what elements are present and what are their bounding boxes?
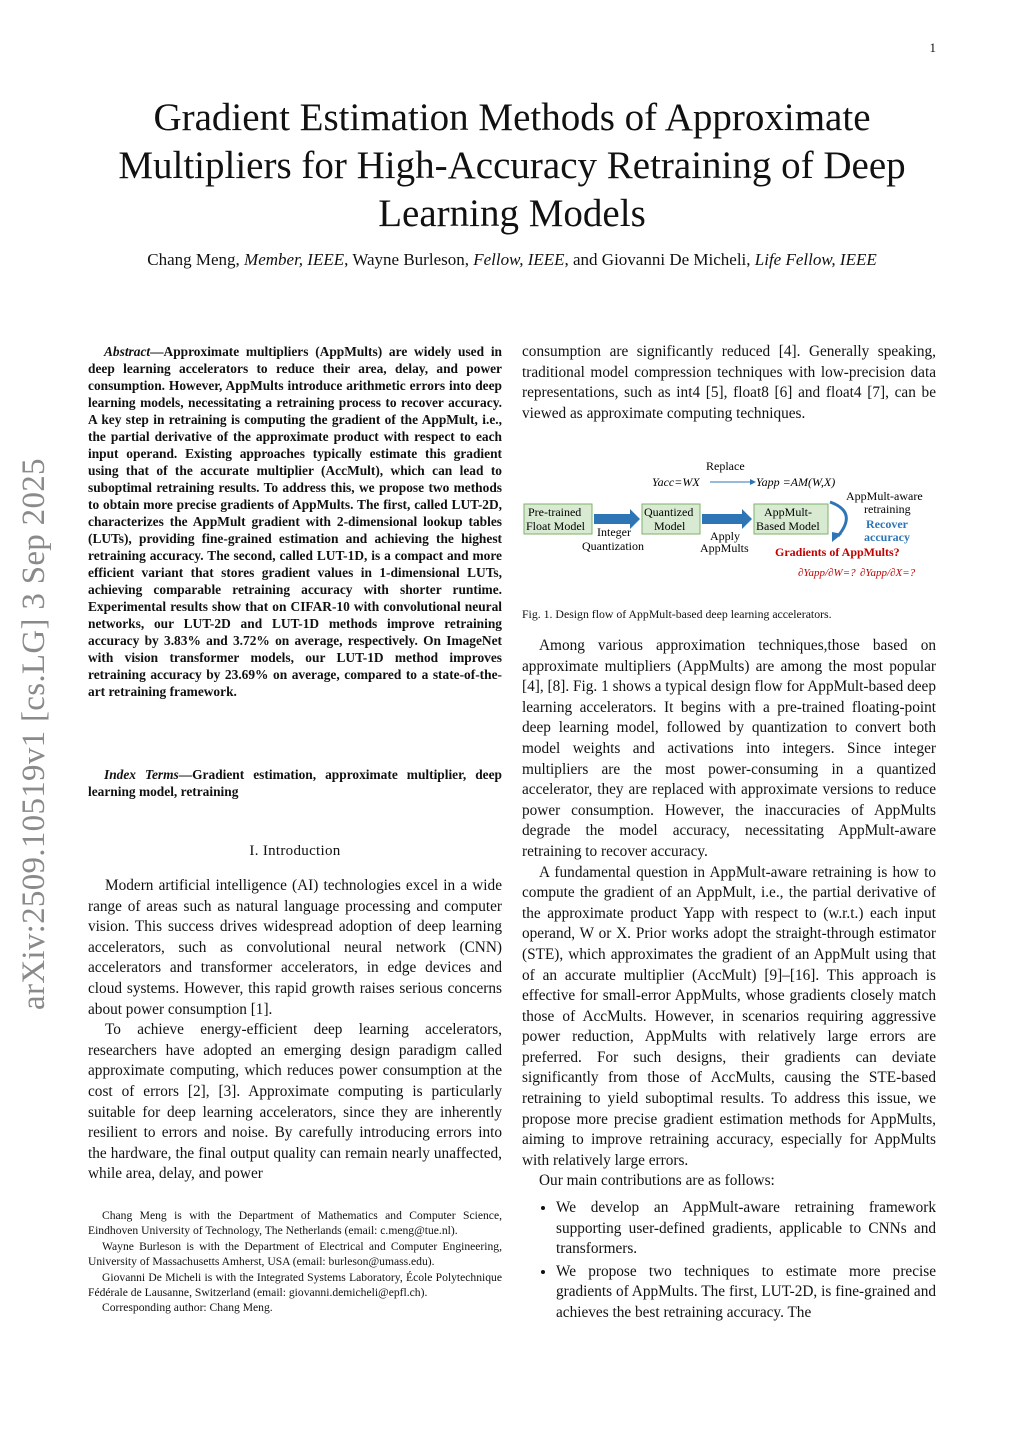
title-line: Gradient Estimation Methods of Approximate xyxy=(153,96,871,139)
paragraph: consumption are significantly reduced [4]. Generally speaking, traditional model compression techniques with low-precision data representations, such as int4 [5], float8 [6] and float4 [7], can be viewed as approximate computing techniques. xyxy=(522,343,936,422)
paragraph: To achieve energy-efficient deep learning accelerators, researchers have adopted an emerging design paradigm called approximate computing, which reduces power consumption at the cost of errors [2], [3]. Approximate computing is particularly suitable for deep learning accelerators, since they are inherently resilient to errors and noise. By carefully introducing errors into the hardware, the final output quality can remain nearly unaffected, while area, delay, and power xyxy=(88,1021,502,1183)
replace-label: Replace xyxy=(706,459,745,473)
author-name: Chang Meng, xyxy=(147,250,240,269)
design-flow-figure xyxy=(520,456,940,596)
figure-caption: Fig. 1. Design flow of AppMult-based deep learning accelerators. xyxy=(522,607,832,621)
index-terms-text: —Gradient estimation, approximate multiplier, deep learning model, retraining xyxy=(88,767,502,799)
flow-arrow xyxy=(702,509,752,529)
paragraph: Among various approximation techniques,those based on approximate multipliers (AppMults) are among the most popular [4], [8]. Fig. 1 shows a typical design flow for AppMult-based deep learning accelerators. It begins with a pre-trained floating-point deep learning model, followed by quantization to convert both model weights and activations into integers. Since integer multipliers are the most power-consuming in a quantized accelerator, they are replaced with approximate versions to reduce power consumption. However, the inaccuracies of AppMults degrade the model accuracy, necessitating AppMult-aware retraining to recover accuracy. xyxy=(522,637,936,860)
paragraph: A fundamental question in AppMult-aware retraining is how to compute the gradient of an AppMult, i.e., the partial derivative of the approximate product Yapp with respect to (w.r.t.) each input operand, W or X. Prior works adopt the straight-through estimator (STE), which approximates the gradient of an AppMult using that of an accurate multiplier (AccMult) [9]–[16]. This approach is effective for small-error AppMults, whose gradients closely match those of AccMults. However, in scenarios requiring aggressive power reduction, AppMults with relatively large errors are preferred. For such designs, their gradients can deviate significantly from those of AccMults, causing the STE-based retraining to yield suboptimal results. To address this issue, we propose more precise gradient estimation methods for AppMults, aiming to improve retraining accuracy, especially for AppMults with relatively large errors. xyxy=(522,863,936,1169)
author-role: Life Fellow, IEEE xyxy=(754,250,877,269)
retraining-label: retraining xyxy=(864,502,911,516)
list-item: • We propose two techniques to estimate more precise gradients of AppMults. The first, LUT-2D, is fine-grained and achieves the best retraining accuracy. The xyxy=(556,1262,936,1324)
author-list xyxy=(60,250,964,270)
step-label: AppMults xyxy=(700,541,749,555)
appmult-label: Based Model xyxy=(756,519,820,533)
right-column-body xyxy=(522,636,936,1326)
author-name: , and Giovanni De Micheli, xyxy=(564,250,751,269)
paragraph: Modern artificial intelligence (AI) technologies excel in a wide range of areas such as natural language processing and computer vision. This success drives widespread adoption of deep learning accelerators, such as convolutional neural network (CNN) accelerators and transformer accelerators, in edge devices and cloud systems. However, this rapid growth raises serious concerns about power consumption [1]. xyxy=(88,877,502,1018)
continued-paragraph xyxy=(522,342,936,424)
abstract-label: Abstract xyxy=(104,344,151,359)
quantized-label: Model xyxy=(654,519,686,533)
section-heading: I. Introduction xyxy=(249,843,341,859)
retraining-label: AppMult-aware xyxy=(846,489,923,503)
footnote: Giovanni De Micheli is with the Integrated Systems Laboratory, École Polytechnique Fédérale de Lausanne, Switzerland (email: giovanni.demicheli@epfl.ch). xyxy=(88,1270,502,1300)
title-line: Learning Models xyxy=(378,192,646,235)
index-terms xyxy=(88,766,502,800)
paragraph: Our main contributions are as follows: xyxy=(539,1172,775,1190)
step-label: Quantization xyxy=(582,539,644,553)
arxiv-identifier: arXiv:2509.10519v1 [cs.LG] 3 Sep 2025 xyxy=(16,458,52,1010)
footnote: Corresponding author: Chang Meng. xyxy=(102,1301,273,1315)
abstract xyxy=(88,343,502,700)
recover-label: Recover xyxy=(866,517,908,531)
author-name: , Wayne Burleson, xyxy=(344,250,469,269)
pretrained-label: Float Model xyxy=(526,519,585,533)
title-line: Multipliers for High-Accuracy Retraining of Deep xyxy=(118,144,906,187)
step-label: Apply xyxy=(710,529,740,543)
gradients-question: Gradients of AppMults? xyxy=(775,545,900,559)
yapp-formula: Yapp =AM(W,X) xyxy=(756,475,836,489)
paper-title xyxy=(60,94,964,238)
author-role: Fellow, IEEE xyxy=(473,250,565,269)
step-label: Integer xyxy=(597,525,631,539)
introduction-body xyxy=(88,876,502,1185)
recover-label: accuracy xyxy=(864,530,910,544)
quantized-label: Quantized xyxy=(644,505,694,519)
appmult-label: AppMult- xyxy=(764,505,812,519)
yacc-formula: Yacc=WX xyxy=(652,475,700,489)
footnotes xyxy=(88,1208,502,1316)
contribution-list xyxy=(522,1198,936,1324)
index-terms-label: Index Terms xyxy=(104,767,179,782)
footnote: Wayne Burleson is with the Department of Electrical and Computer Engineering, University of Massachusetts Amherst, USA (email: burleson@umass.edu). xyxy=(88,1239,502,1269)
partial-x: ∂Yapp/∂X=? xyxy=(860,567,916,579)
list-item: • We develop an AppMult-aware retraining framework supporting user-defined gradients, applicable to CNNs and transformers. xyxy=(556,1198,936,1260)
retraining-loop-arrow xyxy=(830,502,846,536)
page-number: 1 xyxy=(929,40,936,55)
footnote: Chang Meng is with the Department of Mathematics and Computer Science, Eindhoven University of Technology, The Netherlands (email: c.meng@tue.nl). xyxy=(88,1209,502,1238)
abstract-text: —Approximate multipliers (AppMults) are widely used in deep learning accelerators to reduce their area, delay, and power consumption. However, AppMults introduce arithmetic errors into deep learning models, necessitating a retraining process to recover accuracy. A key step in retraining is computing the gradient of the AppMult, i.e., the partial derivative of the approximate product with respect to each input operand. Existing approaches typically estimate this gradient using that of the accurate multiplier (AccMult), which can lead to suboptimal retraining results. To address this, we propose two methods to obtain more precise gradients of AppMults. The first, called LUT-2D, characterizes the AppMult gradient with 2-dimensional lookup tables (LUTs), providing fine-grained estimation and achieving the highest retraining accuracy. The second, called LUT-1D, is a compact and more efficient variant that stores gradient values in 1-dimensional LUTs, achieving comparable retraining accuracy with shorter runtime. Experimental results show that on CIFAR-10 with convolutional neural networks, our LUT-2D and LUT-1D methods improve retraining accuracy by 3.83% and 3.72% on average, respectively. On ImageNet with vision transformer models, our LUT-1D method improves retraining accuracy by 23.69% on average, compared to a state-of-the-art retraining framework. xyxy=(88,344,502,699)
pretrained-label: Pre-trained xyxy=(528,505,582,519)
partial-w: ∂Yapp/∂W=? xyxy=(798,567,856,579)
author-role: Member, IEEE xyxy=(244,250,345,269)
